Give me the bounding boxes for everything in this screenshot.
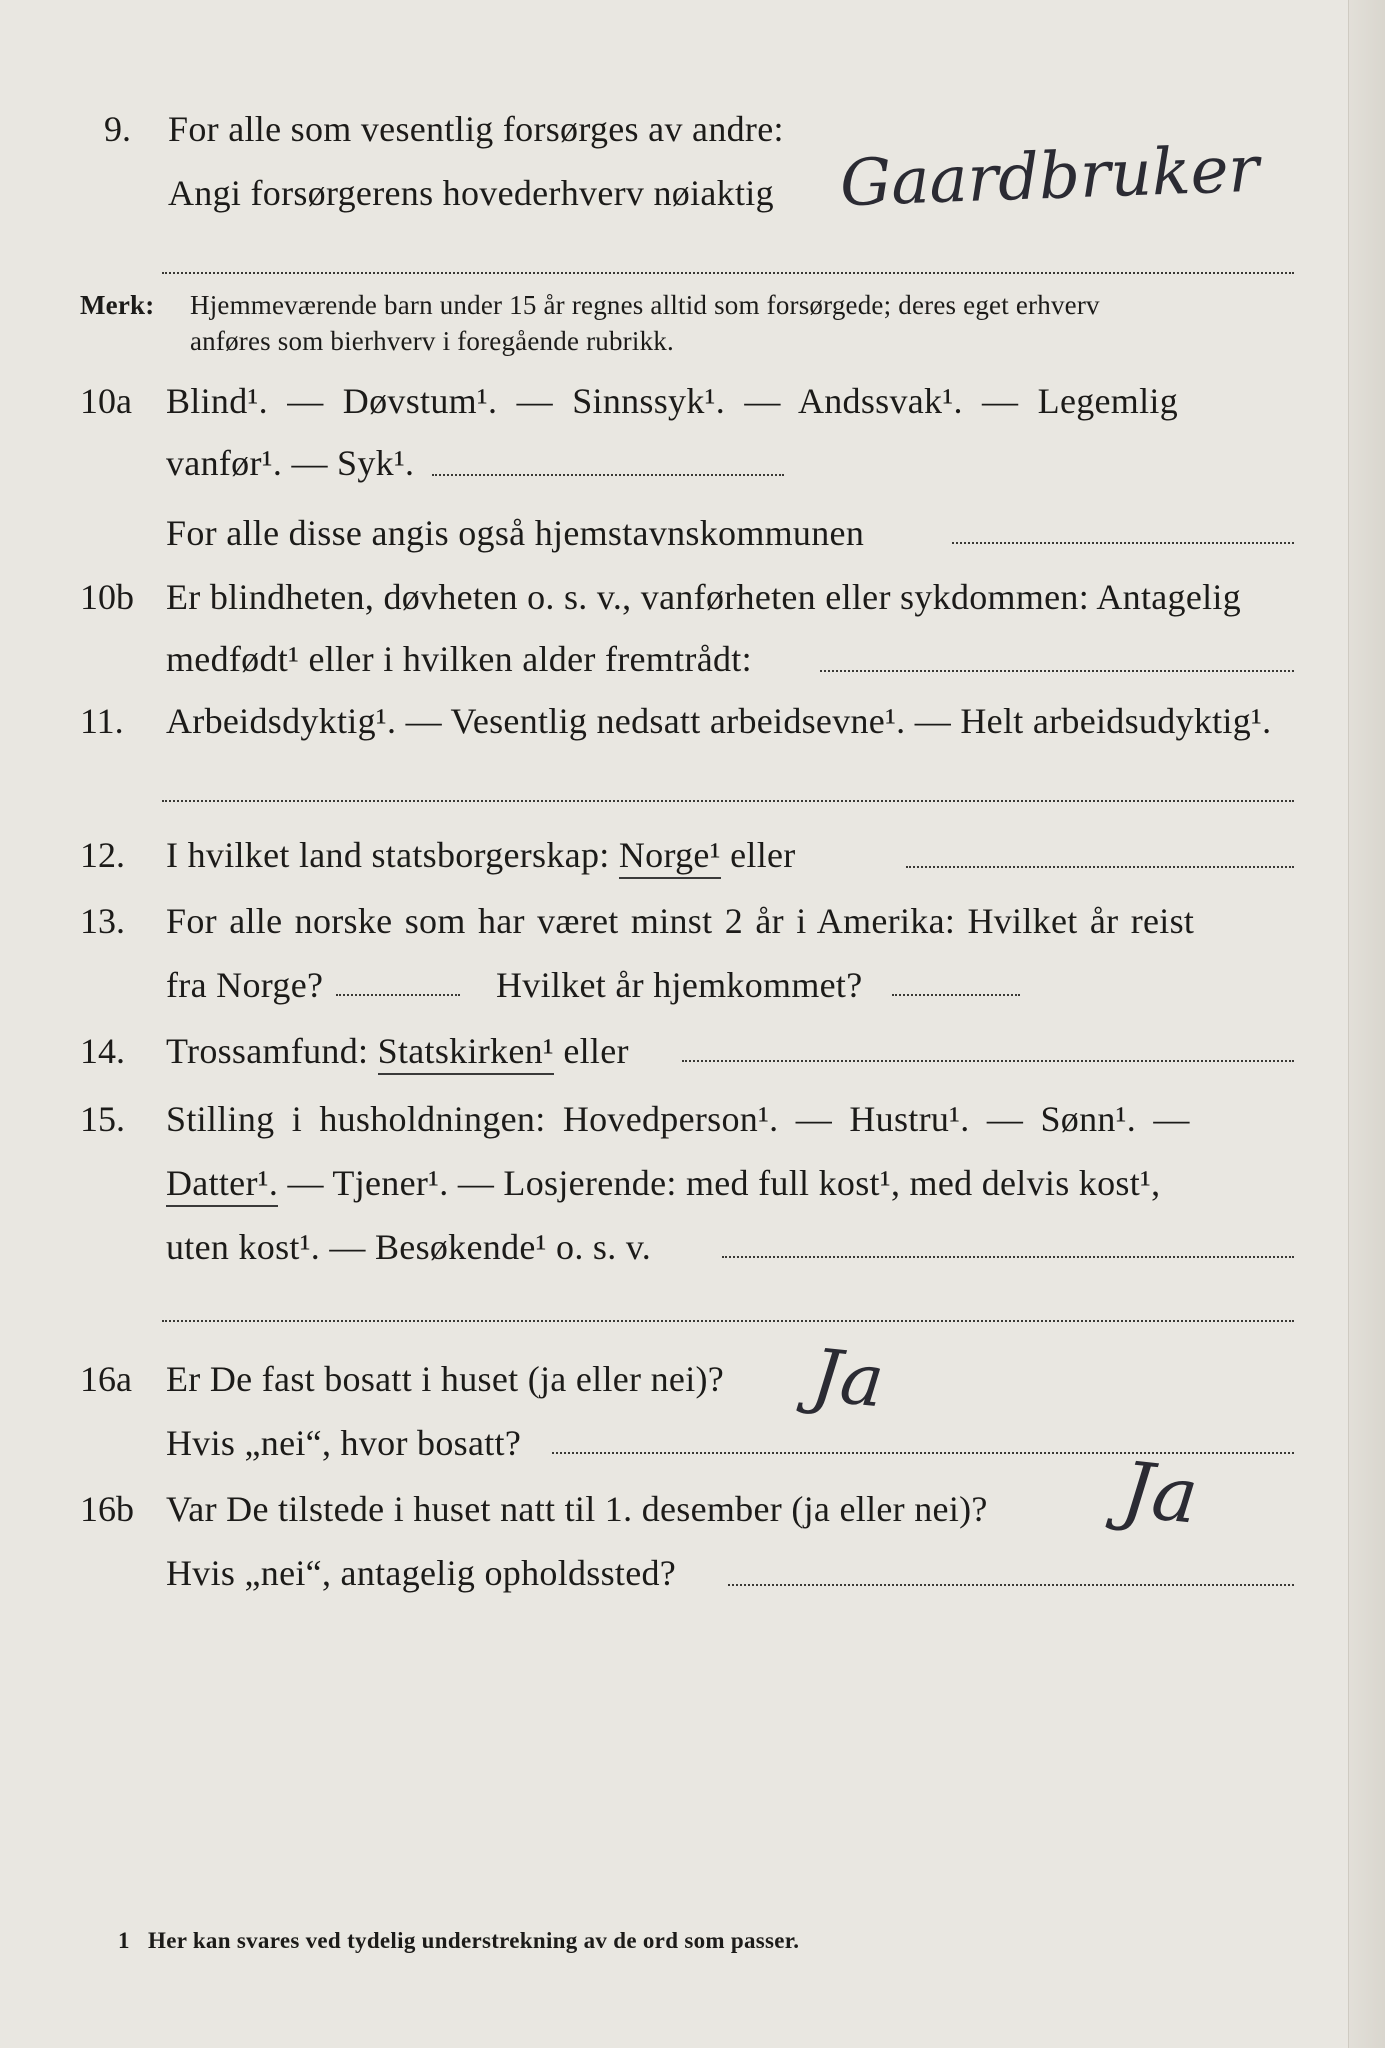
q10b-answer-line <box>820 670 1294 672</box>
q13-hjemkommet-line <box>892 994 1020 996</box>
q14-line <box>166 1030 629 1072</box>
q10b-number: 10b <box>80 577 134 617</box>
q15-line2 <box>166 1162 1160 1204</box>
merk-label: Merk: <box>80 290 155 320</box>
q16b-answer-line <box>728 1584 1294 1586</box>
q11-line1: Arbeidsdyktig¹. — Vesentlig nedsatt arbeidsevne¹. — Helt arbeidsudyktig¹. <box>166 701 1272 741</box>
q11-number: 11. <box>80 701 124 741</box>
q12-answer-line <box>906 866 1294 868</box>
q16a-line2: Hvis „nei“, hvor bosatt? <box>166 1423 522 1463</box>
q16b-answer-handwritten: Ja <box>1117 1444 1203 1541</box>
q10a-kommune-line <box>952 542 1294 544</box>
q15-choice-datter: Datter¹. <box>166 1163 278 1207</box>
q9-answer-handwritten: Gaardbruker <box>838 132 1261 222</box>
q15-line2-rest: — Tjener¹. — Losjerende: med full kost¹, med delvis kost¹, <box>287 1163 1161 1203</box>
q15-osv-line <box>722 1256 1294 1258</box>
paper-edge <box>1348 0 1385 2048</box>
q10b-line1: Er blindheten, døvheten o. s. v., vanførheten eller sykdommen: Antagelig <box>166 577 1242 617</box>
q16a-answer-handwritten: Ja <box>807 1332 888 1424</box>
q11-answer-line <box>162 800 1294 802</box>
q12-line <box>166 834 796 876</box>
q10a-number: 10a <box>80 381 132 421</box>
q14-prefix: Trossamfund: <box>166 1031 369 1071</box>
q16a-number: 16a <box>80 1359 132 1399</box>
q10b-line2: medfødt¹ eller i hvilken alder fremtrådt: <box>166 639 752 679</box>
q14-number: 14. <box>80 1031 125 1071</box>
q15-line1: Stilling i husholdningen: Hovedperson¹. — Hustru¹. — Sønn¹. — <box>166 1099 1190 1139</box>
q13-reist-line <box>336 994 460 996</box>
q15-answer-line <box>162 1320 1294 1322</box>
q16b-number: 16b <box>80 1489 134 1529</box>
q10a-syk-line <box>432 474 784 476</box>
q13-number: 13. <box>80 901 125 941</box>
q10a-line3: For alle disse angis også hjemstavnskommunen <box>166 513 865 553</box>
q9-number: 9. <box>104 109 131 149</box>
q9-line2: Angi forsørgerens hovederhverv nøiaktig <box>168 173 774 213</box>
q13-line2b: Hvilket år hjemkommet? <box>496 965 863 1005</box>
q16b-line2: Hvis „nei“, antagelig opholdssted? <box>166 1553 677 1593</box>
q14-suffix: eller <box>563 1031 629 1071</box>
footnote-text: Her kan svares ved tydelig understrekning av de ord som passer. <box>148 1928 800 1953</box>
q13-line1: For alle norske som har været minst 2 år i Amerika: Hvilket år reist <box>166 901 1195 941</box>
q14-choice-statskirken: Statskirken¹ <box>378 1031 554 1075</box>
q12-suffix: eller <box>730 835 796 875</box>
q16b-line1: Var De tilstede i huset natt til 1. desember (ja eller nei)? <box>166 1489 988 1529</box>
q9-line1: For alle som vesentlig forsørges av andre: <box>168 109 784 149</box>
q14-answer-line <box>682 1060 1294 1062</box>
q15-number: 15. <box>80 1099 125 1139</box>
q12-prefix: I hvilket land statsborgerskap: <box>166 835 610 875</box>
q10a-line2: vanfør¹. — Syk¹. <box>166 443 415 483</box>
merk-line2: anføres som bierhverv i foregående rubrikk. <box>190 326 674 356</box>
q12-number: 12. <box>80 835 125 875</box>
footnote-marker: 1 <box>118 1928 130 1953</box>
q12-choice-norge: Norge¹ <box>619 835 721 879</box>
q9-answer-line <box>162 272 1294 274</box>
q10a-line1: Blind¹. — Døvstum¹. — Sinnssyk¹. — Andssvak¹. — Legemlig <box>166 381 1179 421</box>
q13-line2a: fra Norge? <box>166 965 324 1005</box>
q16a-line1: Er De fast bosatt i huset (ja eller nei)? <box>166 1359 725 1399</box>
q15-line3: uten kost¹. — Besøkende¹ o. s. v. <box>166 1227 652 1267</box>
merk-line1: Hjemmeværende barn under 15 år regnes alltid som forsørgede; deres eget erhverv <box>190 290 1100 320</box>
